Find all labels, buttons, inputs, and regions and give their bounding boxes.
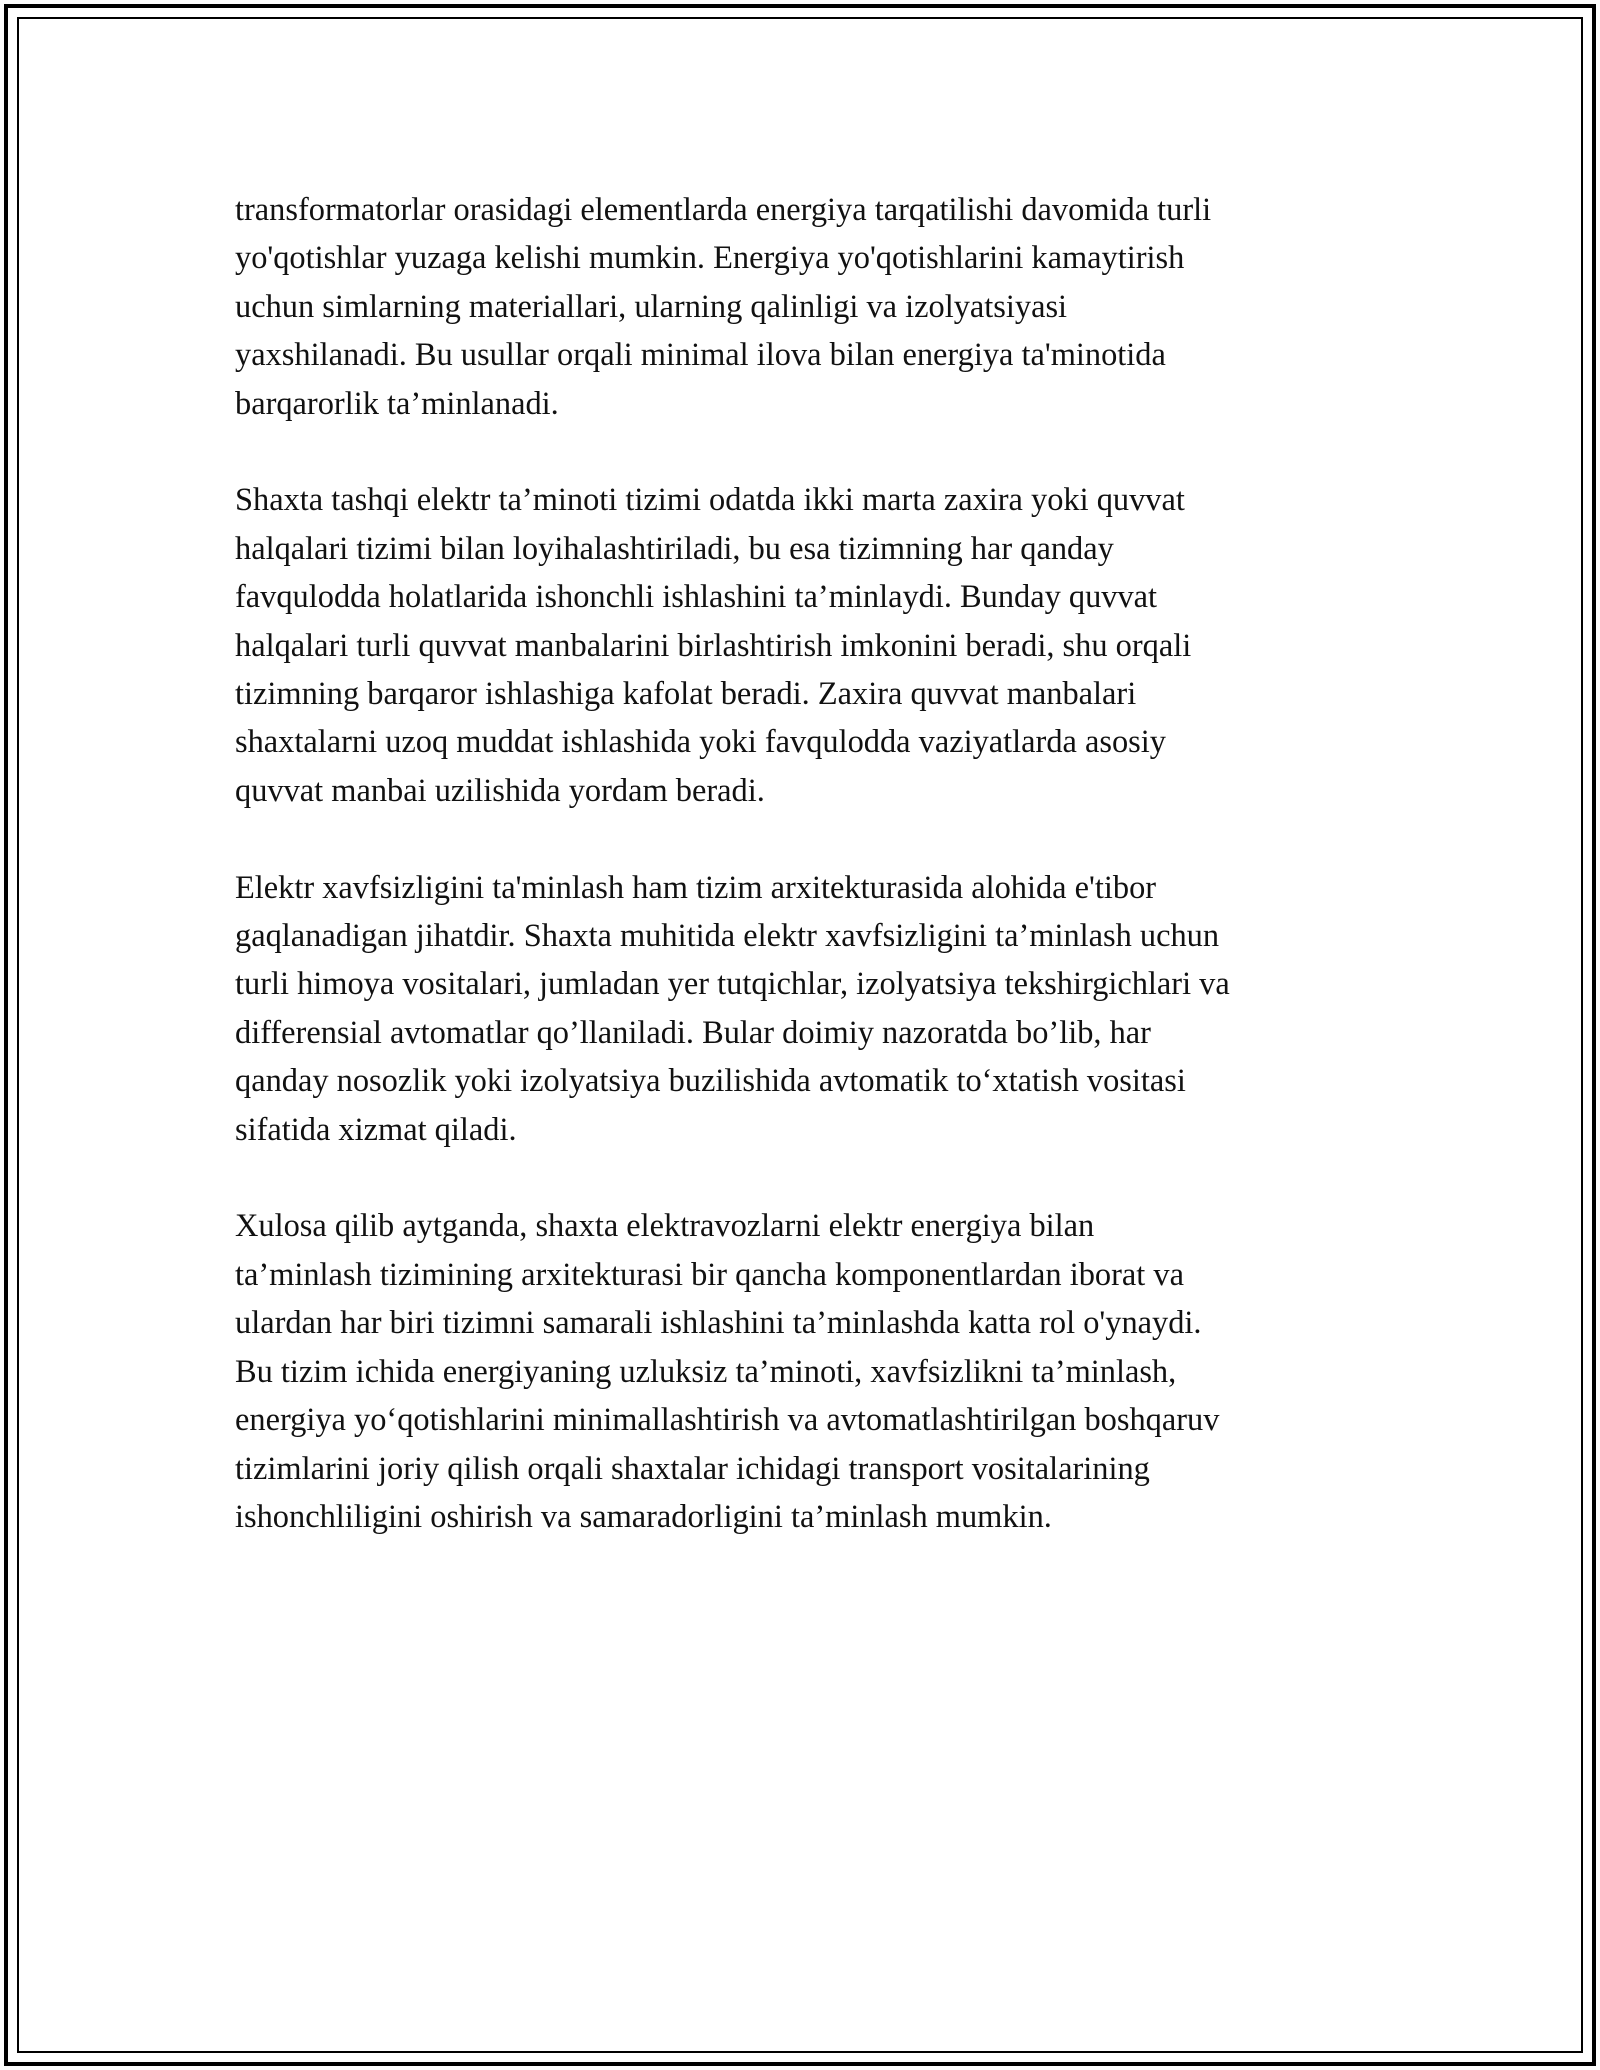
text-line: favqulodda holatlarida ishonchli ishlashini ta’minlaydi. Bunday quvvat (235, 579, 1158, 616)
text-line: yaxshilanadi. Bu usullar orqali minimal ilova bilan energiya ta'minotida (235, 337, 1166, 374)
text-line: halqalari tizimi bilan loyihalashtiriladi, bu esa tizimning har qanday (235, 530, 1114, 567)
text-line: gaqlanadigan jihatdir. Shaxta muhitida elektr xavfsizligini ta’minlash uchun (235, 918, 1220, 955)
text-line: uchun simlarning materiallari, ularning qalinligi va izolyatsiyasi (235, 288, 1068, 325)
text-line: ta’minlash tizimining arxitekturasi bir qancha komponentlardan iborat va (235, 1256, 1184, 1293)
text-line: transformatorlar orasidagi elementlarda energiya tarqatilishi davomida turli (235, 192, 1212, 228)
text-line: Xulosa qilib aytganda, shaxta elektravozlarni elektr energiya bilan (235, 1208, 1095, 1245)
text-line: halqalari turli quvvat manbalarini birlashtirish imkonini beradi, shu orqali (235, 627, 1192, 664)
text-line: shaxtalarni uzoq muddat ishlashida yoki favqulodda vaziyatlarda asosiy (235, 724, 1166, 761)
text-line: tizimning barqaror ishlashiga kafolat beradi. Zaxira quvvat manbalari (235, 676, 1137, 713)
text-line: sifatida xizmat qiladi. (235, 1111, 517, 1148)
paragraph-electrical-safety (235, 864, 1375, 1154)
paragraph-conclusion (235, 1202, 1375, 1541)
text-line: Bu tizim ichida energiyaning uzluksiz ta’minoti, xavfsizlikni ta’minlash, (235, 1353, 1177, 1390)
text-line: energiya yo‘qotishlarini minimallashtirish va avtomatlashtirilgan boshqaruv (235, 1402, 1220, 1439)
text-line: tizimlarini joriy qilish orqali shaxtalar ichidagi transport vositalarining (235, 1450, 1150, 1487)
text-line: quvvat manbai uzilishida yordam beradi. (235, 772, 765, 809)
text-line: barqarorlik ta’minlanadi. (235, 385, 559, 422)
paragraph-energy-losses (235, 186, 1375, 428)
text-line: differensial avtomatlar qo’llaniladi. Bular doimiy nazoratda bo’lib, har (235, 1014, 1151, 1051)
text-line: qanday nosozlik yoki izolyatsiya buzilishida avtomatik to‘xtatish vositasi (235, 1063, 1186, 1100)
text-line: Shaxta tashqi elektr ta’minoti tizimi odatda ikki marta zaxira yoki quvvat (235, 482, 1185, 519)
text-line: yo'qotishlar yuzaga kelishi mumkin. Energiya yo'qotishlarini kamaytirish (235, 240, 1185, 277)
text-line: ishonchliligini oshirish va samaradorligini ta’minlash mumkin. (235, 1498, 1052, 1535)
text-line: Elektr xavfsizligini ta'minlash ham tizim arxitekturasida alohida e'tibor (235, 869, 1157, 906)
text-line: turli himoya vositalari, jumladan yer tutqichlar, izolyatsiya tekshirgichlari va (235, 966, 1230, 1003)
document-body (235, 186, 1375, 1590)
text-line: ulardan har biri tizimni samarali ishlashini ta’minlashda katta rol o'ynaydi. (235, 1305, 1202, 1342)
paragraph-external-power-supply (235, 476, 1375, 815)
